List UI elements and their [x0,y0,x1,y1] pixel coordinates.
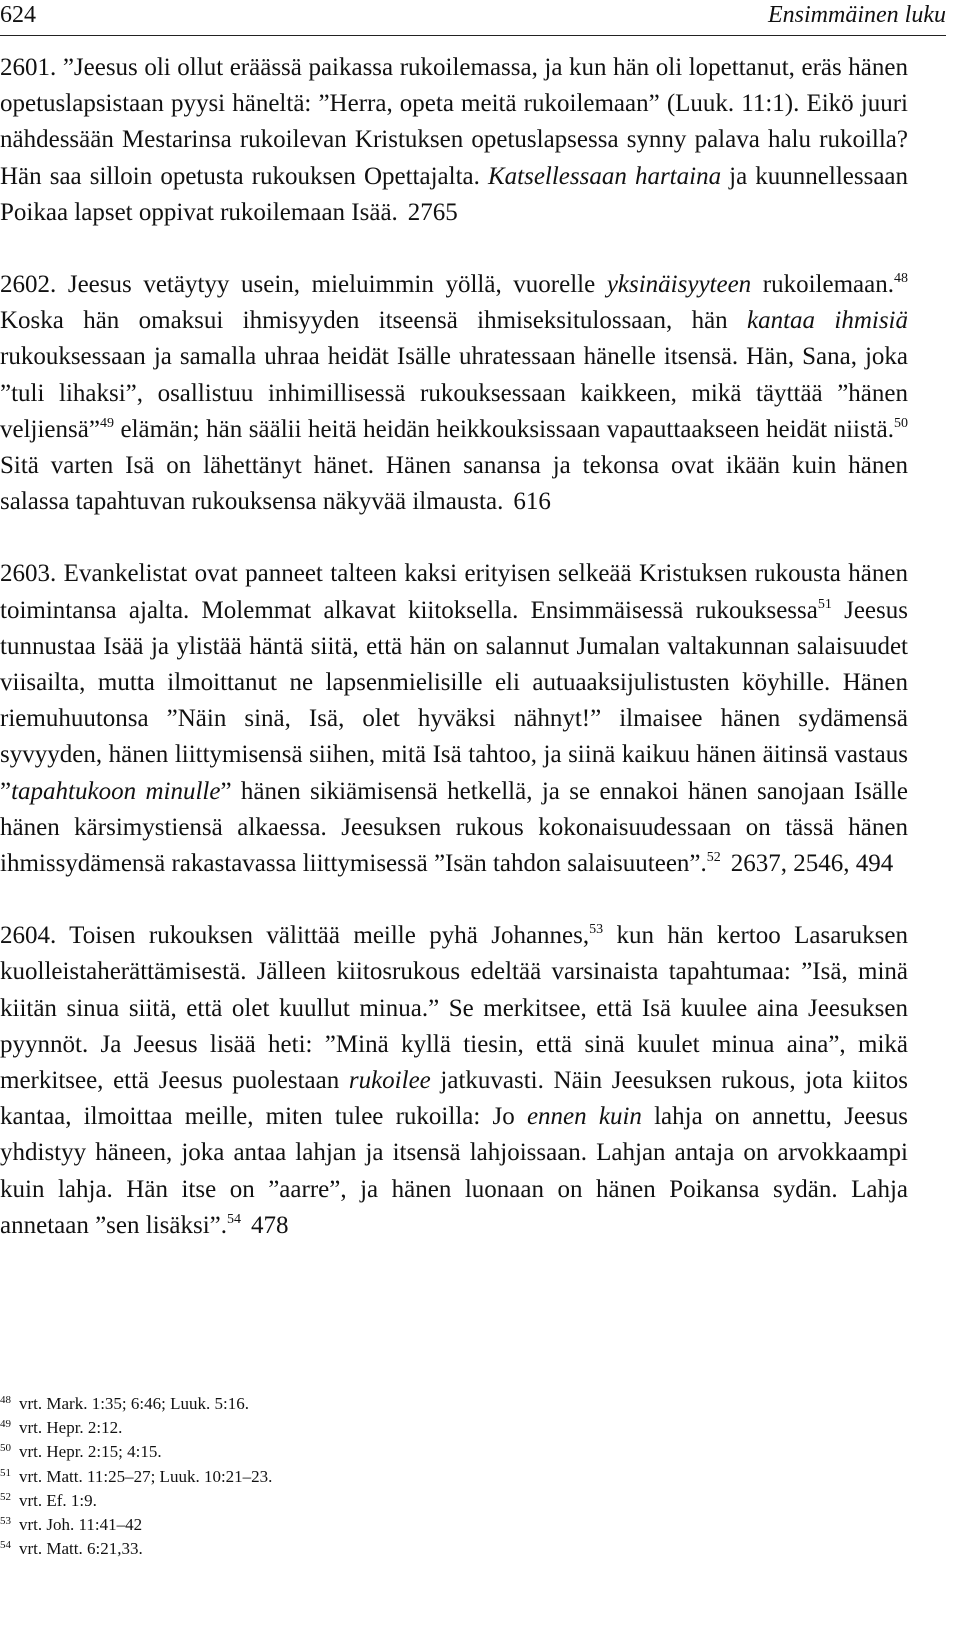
chapter-title: Ensimmäinen luku [768,2,946,28]
footnote-reference: 48 [894,271,908,287]
paragraph-text: rukouksessaan ja samalla uhraa heidät Isälle uhratessaan hänelle itsensä. Hän, Sana, joka ”tuli lihaksi”, osallistuu inhimillisessä rukouksessaan kaikkeen, mikä täyttää ”hänen veljiensä” [0,343,908,443]
paragraph-text: ja kuunnellessaan Poikaa lapset oppivat rukoilemaan Isää. [0,162,909,226]
paragraph-text: ” hänen sikiämisensä hetkellä, ja se ennakoi hänen sanojaan Isälle hänen kärsimystiensä alkaessa. Jeesuksen rukous kokonaisuudessaan on tässä hänen ihmissydämensä rakastavassa liittymisessä ”Isän tahdon salaisuuteen”. [0,777,908,878]
paragraph-text: Jeesus tunnustaa Isää ja ylistää häntä siitä, että hän on salannut Jumalan valtakunnan salaisuudet viisailta, mutta ilmoittanut ne lapsenmielisille eli autuaaksijulistusten köyhille. Hänen riemuhuutonsa ”Näin sinä, Isä, olet hyväksi nähnyt!” ilmaisee hänen sydämensä syvyyden, hänen liittymisensä siihen, mitä Isä tahtoo, ja siinä kaikuu hänen äitinsä vastaus ” [0,596,908,805]
footnote-reference: 50 [894,415,908,431]
paragraph-text: Koska hän omaksui ihmisyyden itseensä ihmiseksitulossaan, hän [0,307,748,335]
cross-reference: 2765 [407,198,458,226]
emphasis-text: Katsellessaan hartaina [487,162,722,190]
footnote [0,1489,908,1513]
footnote-mark: 52 [0,1490,11,1503]
footnote [0,1392,908,1416]
footnote-reference: 49 [99,415,114,431]
paragraph-number: 2604. [0,922,57,950]
paragraph-text: kun hän kertoo Lasaruksen kuolleistaherättämisestä. Jälleen kiitosrukous edeltää varsinaista tapahtumaa: ”Isä, minä kiitän sinua siitä, että olet kuullut minua.” Se merkitsee, että Isä kuulee aina Jeesuksen pyynnöt. Ja Jeesus lisää heti: ”Minä kyllä tiesin, että sinä kuulet minua aina”, mikä merkitsee, että Jeesus puolestaan [0,922,908,1095]
paragraph-number: 2602. [0,271,57,299]
paragraph-text: elämän; hän säälii heitä heidän heikkouksissaan vapauttaakseen heidät niistä. [113,415,894,443]
paragraph-text: lahja on annettu, Jeesus yhdistyy häneen, joka antaa lahjan ja itsensä lahjoissaan. Lahjan antaja on arvokkaampi kuin lahja. Hän itse on ”aarre”, ja hänen luonaan on hänen Poikansa sydän. Lahja annetaan ”sen lisäksi”. [0,1103,908,1239]
footnote-mark: 49 [0,1418,11,1431]
emphasis-text: yksinäisyyteen [606,271,752,299]
paragraph-text: Sitä varten Isä on lähettänyt hänet. Hänen sanansa ja tekonsa ovat ikään kuin hänen salassa tapahtuvan rukouksensa näkyvää ilmausta. [0,452,908,516]
paragraph-text: Jeesus vetäytyy usein, mieluimmin yöllä, vuorelle [56,271,607,299]
paragraph-text: Toisen rukouksen välittää meille pyhä Johannes, [56,922,590,950]
footnote-mark: 48 [0,1394,11,1406]
paragraph-text: ”Jeesus oli ollut eräässä paikassa rukoilemassa, ja kun hän oli lopettanut, eräs hänen opetuslapsistaan pyysi häneltä: ”Herra, opeta meitä rukoilemaan” (Luuk. 11:1). Eikö juuri nähdessään Mestarinsa rukoilevan Kristuksen opetuslapsessa synny palava halu rukoilla? Hän saa silloin opetusta rukouksen Opettajalta. [0,54,908,190]
emphasis-text: kantaa ihmisiä [747,307,909,335]
page-number: 624 [0,2,36,28]
footnotes [0,1392,908,1561]
footnote [0,1465,908,1489]
footnote-text: vrt. Matt. 6:21,33. [19,1539,143,1559]
footnote-text: vrt. Mark. 1:35; 6:46; Luuk. 5:16. [19,1394,249,1413]
paragraph-text: rukoilemaan. [751,271,894,299]
emphasis-text: ennen kuin [526,1103,642,1131]
footnote-reference: 53 [589,922,604,938]
cross-reference: 616 [513,488,551,516]
paragraph [0,918,908,1244]
body-text [0,50,908,1244]
footnote-mark: 50 [0,1442,11,1455]
footnote-text: vrt. Matt. 11:25–27; Luuk. 10:21–23. [19,1466,273,1486]
footnote-reference: 51 [817,596,832,612]
paragraph-number: 2601. [0,54,57,81]
footnote-text: vrt. Hepr. 2:12. [19,1418,123,1438]
cross-reference: 478 [251,1211,289,1239]
emphasis-text: rukoilee [348,1067,431,1095]
paragraph [0,50,908,231]
footnote [0,1513,908,1537]
cross-reference: 2637, 2546, 494 [730,850,894,878]
paragraph [0,267,908,520]
footnote-mark: 54 [0,1539,11,1552]
footnote-text: vrt. Hepr. 2:15; 4:15. [19,1442,162,1462]
footnote-mark: 51 [0,1466,11,1479]
paragraph [0,556,908,882]
paragraph-number: 2603. [0,560,57,588]
footnote [0,1537,908,1561]
paragraph-text: jatkuvasti. Näin Jeesuksen rukous, jota kiitos kantaa, ilmoittaa meille, miten tulee rukoilla: Jo [0,1067,908,1131]
running-header [0,0,960,36]
footnote-text: vrt. Joh. 11:41–42 [19,1515,143,1535]
footnote-reference: 54 [227,1211,241,1227]
footnote-mark: 53 [0,1515,11,1528]
emphasis-text: tapahtukoon minulle [11,777,221,805]
paragraph-text: Evankelistat ovat panneet talteen kaksi erityisen selkeää Kristuksen rukousta hänen toimintansa ajalta. Molemmat alkavat kiitoksella. Ensimmäisessä rukouksessa [0,560,908,624]
footnote-reference: 52 [706,850,721,866]
header-rule [0,35,946,36]
footnote [0,1416,908,1440]
footnote-text: vrt. Ef. 1:9. [19,1490,97,1510]
footnote [0,1440,908,1464]
